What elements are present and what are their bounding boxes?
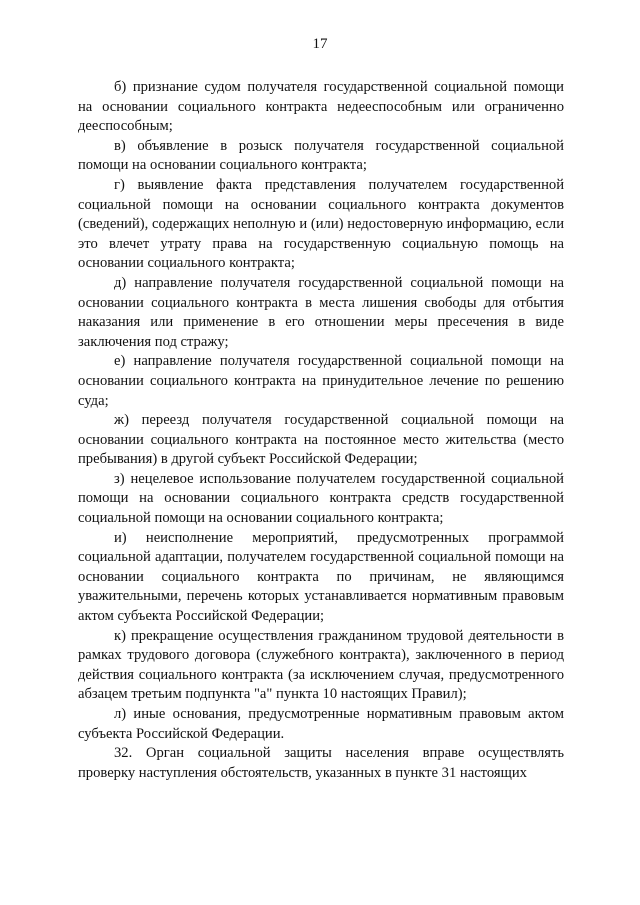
paragraph-k: к) прекращение осуществления гражданином трудовой деятельности в рамках трудового договора (служебного контракта), заключенного в период действия социального контракта (за исключением случая, предусмотренного абзацем третьим подпункта "а" пункта 10 настоящих Правил); [78,627,564,703]
paragraph-zh: ж) переезд получателя государственной социальной помощи на основании социального контракта на постоянное место жительства (место пребывания) в другой субъект Российской Федерации; [78,412,564,468]
paragraph-z: з) нецелевое использование получателем государственной социальной помощи на основании социального контракта средств государственной социальной помощи на основании социального контракта; [78,470,564,527]
paragraph-i: и) неисполнение мероприятий, предусмотренных программой социальной адаптации, получателем государственной социальной помощи на основании социального контракта по причинам, не являющимся уважительными, перечень которых устанавливается нормативным правовым актом субъекта Российской Федерации; [78,529,564,625]
paragraph-32: 32. Орган социальной защиты населения вправе осуществлять проверку наступления обстоятельств, указанных в пункте 31 настоящих [78,745,564,781]
paragraph-e: е) направление получателя государственной социальной помощи на основании социального контракта на принудительное лечение по решению суда; [78,353,564,409]
paragraph-g: г) выявление факта представления получателем государственной социальной помощи на основании социального контракта документов (сведений), содержащих неполную и (или) недостоверную информацию, если это влечет утрату права на государственную социальную помощь на основании социального контракта; [78,176,564,272]
paragraph-b: б) признание судом получателя государственной социальной помощи на основании социального контракта недееспособным или ограниченно дееспособным; [78,79,564,135]
page-number: 17 [312,36,328,52]
paragraph-d: д) направление получателя государственной социальной помощи на основании социального контракта в места лишения свободы для отбытия наказания или применение в его отношении меры пресечения в виде заключения под стражу; [78,274,564,350]
document-body [78,78,564,783]
paragraph-v: в) объявление в розыск получателя государственной социальной помощи на основании социального контракта; [78,137,564,174]
paragraph-l: л) иные основания, предусмотренные нормативным правовым актом субъекта Российской Федерации. [78,706,564,742]
